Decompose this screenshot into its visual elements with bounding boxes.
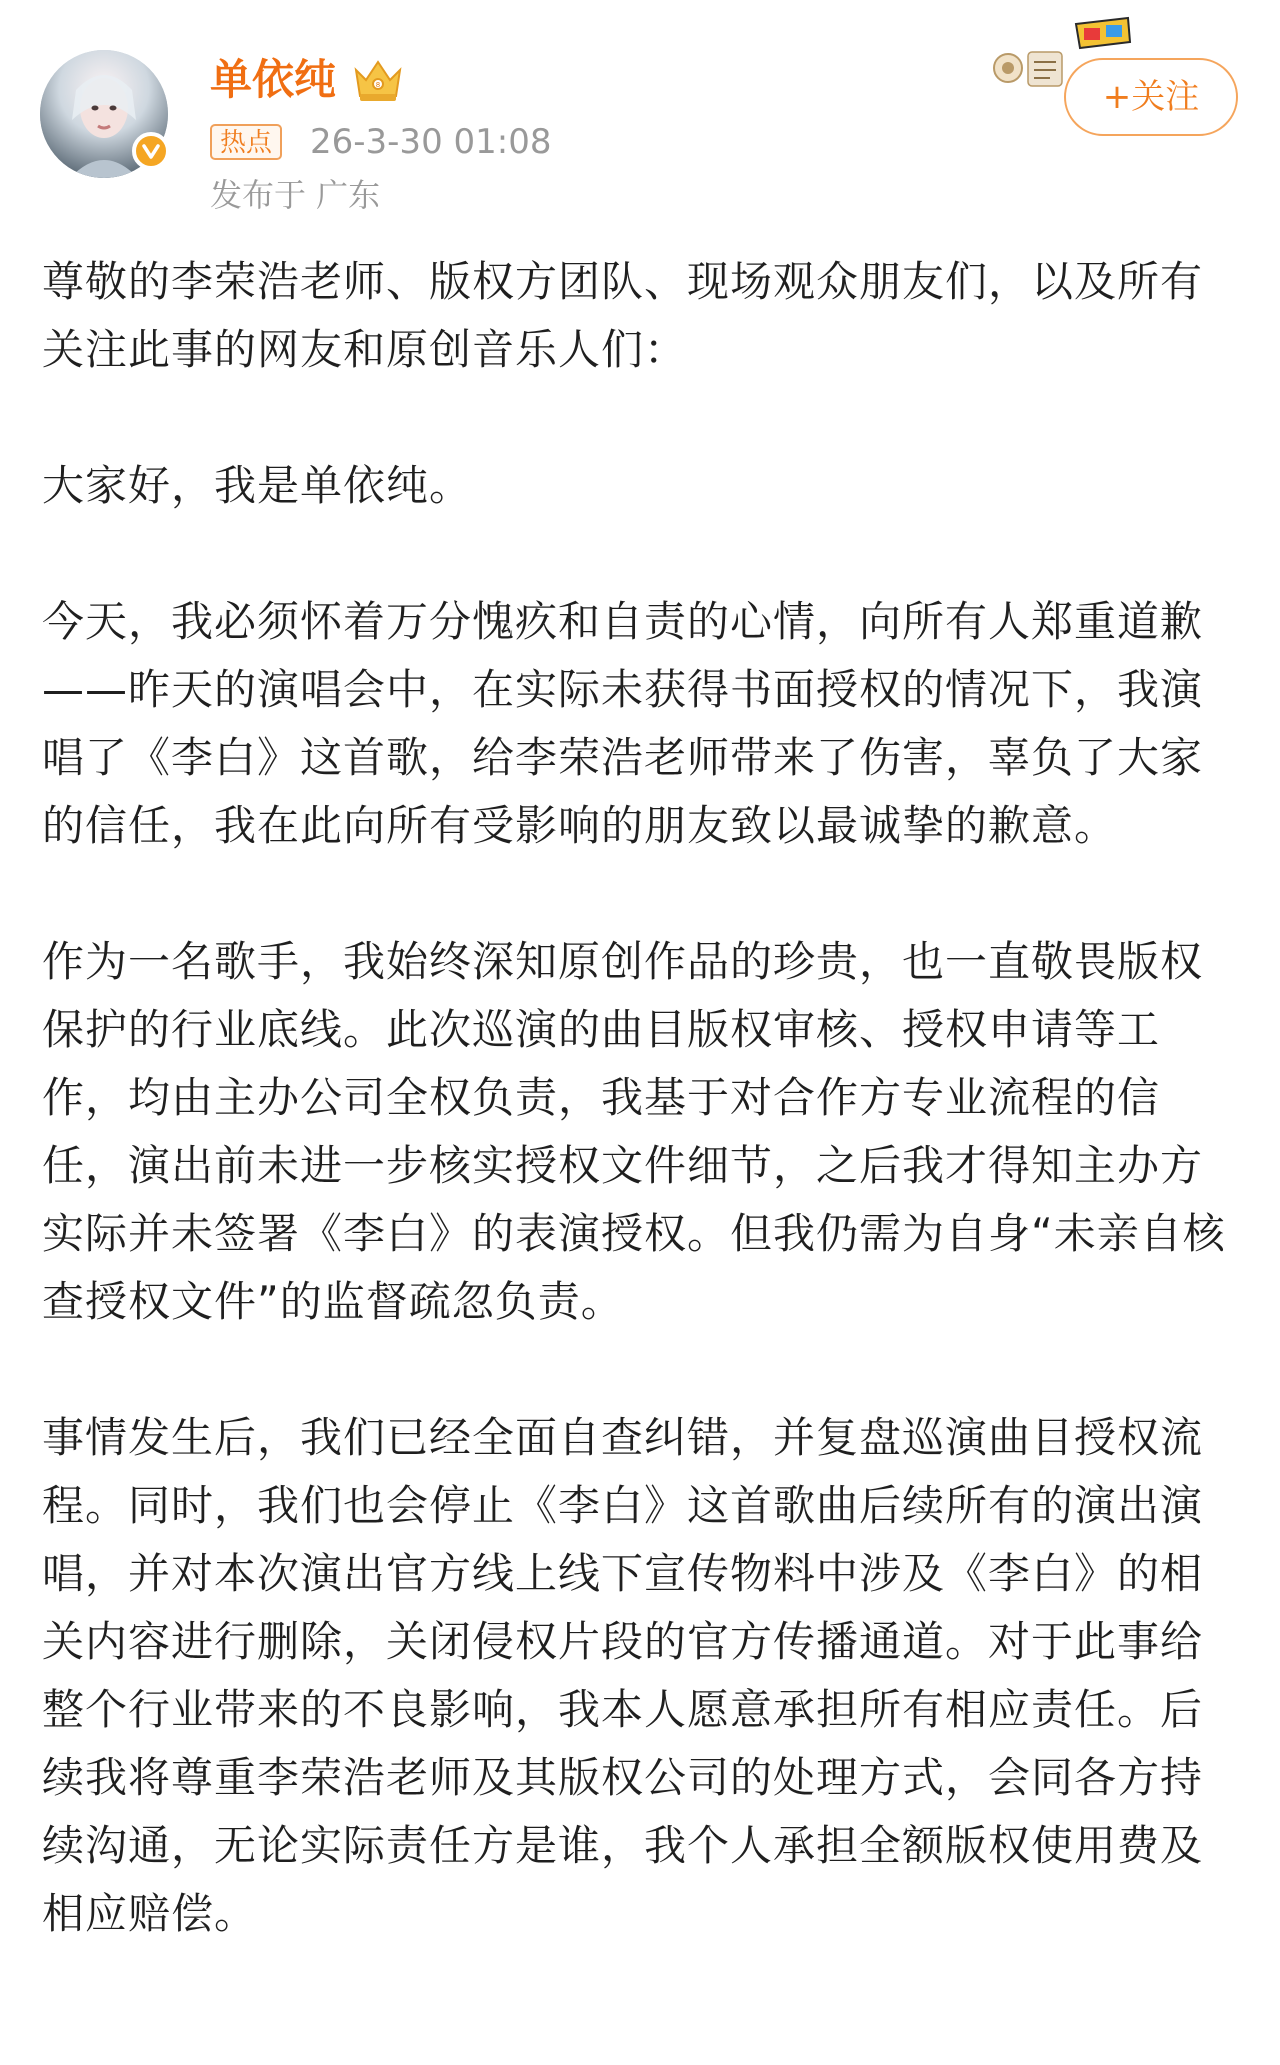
- post-header: [0, 0, 1280, 230]
- follow-button[interactable]: +关注: [1064, 58, 1238, 136]
- paragraph: 作为一名歌手，我始终深知原创作品的珍贵，也一直敬畏版权保护的行业底线。此次巡演的曲目版权审核、授权申请等工作，均由主办公司全权负责，我基于对合作方专业流程的信任，演出前未进一步核实授权文件细节，之后我才得知主办方实际并未签署《李白》的表演授权。但我仍需为自身“未亲自核查授权文件”的监督疏忽负责。: [42, 937, 1226, 1326]
- paragraph: 今天，我必须怀着万分愧疚和自责的心情，向所有人郑重道歉——昨天的演唱会中，在实际未获得书面授权的情况下，我演唱了《李白》这首歌，给李荣浩老师带来了伤害，辜负了大家的信任，我在此向所有受影响的朋友致以最诚挚的歉意。: [42, 597, 1204, 850]
- hot-badge: 热点: [210, 124, 282, 160]
- post-time: 26-3-30 01:08: [310, 122, 552, 162]
- post-content: [42, 248, 1242, 2016]
- author-name[interactable]: 单依纯: [210, 55, 337, 104]
- paragraph: 尊敬的李荣浩老师、版权方团队、现场观众朋友们，以及所有关注此事的网友和原创音乐人们：: [42, 257, 1204, 374]
- paragraph: 事情发生后，我们已经全面自查纠错，并复盘巡演曲目授权流程。同时，我们也会停止《李白》这首歌曲后续所有的演出演唱，并对本次演出官方线上线下宣传物料中涉及《李白》的相关内容进行删除，关闭侵权片段的官方传播通道。对于此事给整个行业带来的不良影响，我本人愿意承担所有相应责任。后续我将尊重李荣浩老师及其版权公司的处理方式，会同各方持续沟通，无论实际责任方是谁，我个人承担全额版权使用费及相应赔偿。: [42, 1413, 1204, 1938]
- verified-v-icon: [132, 132, 170, 170]
- post-location: 发布于 广东: [210, 176, 381, 214]
- paragraph: 大家好，我是单依纯。: [42, 461, 473, 510]
- crown-icon: [352, 56, 404, 104]
- svg-text:8: 8: [375, 81, 381, 89]
